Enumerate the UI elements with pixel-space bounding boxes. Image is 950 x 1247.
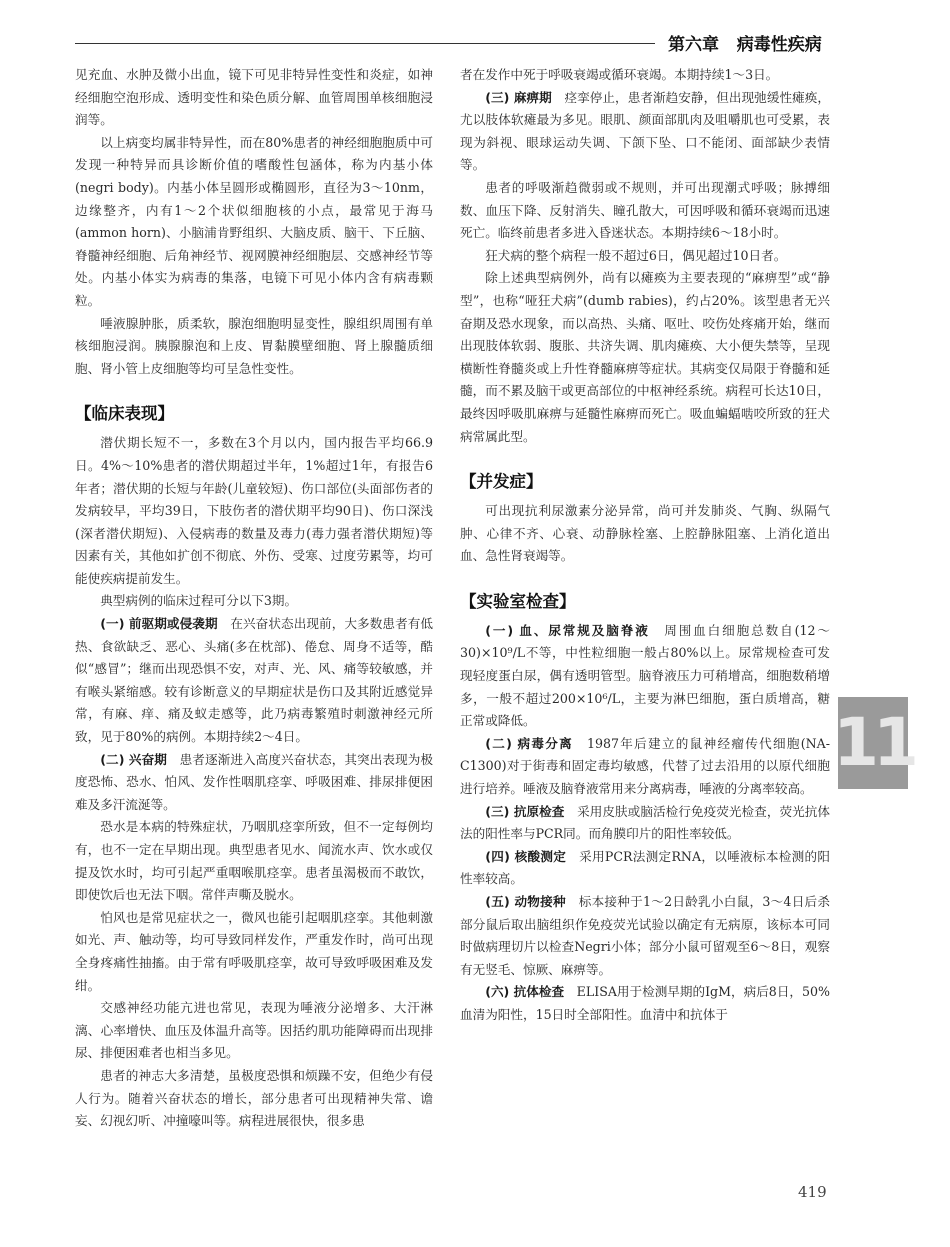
paragraph: 交感神经功能亢进也常见，表现为唾液分泌增多、大汗淋漓、心率增快、血压及体温升高等。因括约肌功能障碍而出现排尿、排便困难者也相当多见。 <box>75 1000 433 1061</box>
subheading-prodromal: (一) 前驱期或侵袭期 <box>100 616 218 632</box>
subheading-excitation: (二) 兴奋期 <box>100 751 167 767</box>
section-heading-complications: 【并发症】 <box>460 472 543 492</box>
paragraph: 以上病变均属非特异性，而在80%患者的神经细胞胞质中可发现一种特异而具诊断价值的嗜酸性包涵体，称为内基小体(negri body)。内基小体呈圆形或椭圆形，直径为3～10nm，边缘整齐，内有1～2个状似细胞核的小点，最常见于海马(ammon horn)、小脑浦肯野组织、大脑皮质、脑干、下丘脑、脊髓神经细胞、后角神经节、视网膜神经细胞层、交感神经节等处。内基小体实为病毒的集落，电镜下可见小体内含有病毒颗粒。 <box>75 134 433 308</box>
left-column <box>75 64 433 1133</box>
running-header <box>668 30 822 55</box>
lab-text: 标本接种于1～2日龄乳小白鼠，3～4日后杀部分鼠后取出脑组织作免疫荧光试验以确定有无病原，该标本可同时做病理切片以检查Negri小体；部分小鼠可留观至6～8日，观察有无竖毛、惊厥、麻痹等。 <box>460 894 830 977</box>
lab-text: 1987年后建立的鼠神经瘤传代细胞(NA-C1300)对于街毒和固定毒均敏感，代替了过去沿用的以原代细胞进行培养。唾液及脑脊液常用来分离病毒，唾液的分离率较高。 <box>460 735 831 797</box>
subheading-antigen-test: (三) 抗原检查 <box>485 803 565 819</box>
stage-paragraph <box>75 613 433 749</box>
lab-paragraph <box>460 620 830 733</box>
paragraph: 除上述典型病例外，尚有以瘫痪为主要表现的“麻痹型”或“静型”，也称“哑狂犬病”(dumb rabies)，约占20%。该型患者无兴奋期及恐水现象，而以高热、头痛、呕吐、咬伤处疼痛开始，继而出现肢体软弱、腹胀、共济失调、肌肉瘫痪、大小便失禁等，呈现横断性脊髓炎或上升性脊髓麻痹等症状。其病变仅局限于脊髓和延髓，而不累及脑干或更高部位的中枢神经系统。病程可长达10日，最终因呼吸肌麻痹与延髓性麻痹而死亡。吸血蝙蝠啮咬所致的狂犬病常属此型。 <box>460 270 830 444</box>
subheading-nucleic-acid: (四) 核酸测定 <box>485 848 567 864</box>
chapter-title: 病毒性疾病 <box>736 35 822 55</box>
stage-paragraph <box>460 87 830 177</box>
chapter-number: 第六章 <box>668 35 719 55</box>
lab-paragraph <box>460 733 830 801</box>
paragraph: 可出现抗利尿激素分泌异常，尚可并发肺炎、气胸、纵隔气肿、心律不齐、心衰、动静脉栓塞、上腔静脉阻塞、上消化道出血、急性肾衰竭等。 <box>460 503 830 564</box>
paragraph: 狂犬病的整个病程一般不超过6日，偶见超过10日者。 <box>485 247 787 263</box>
chapter-thumb-tab <box>833 697 913 789</box>
stage-text: 患者逐渐进入高度兴奋状态，其突出表现为极度恐怖、恐水、怕风、发作性咽肌痉挛、呼吸困难、排尿排便困难及多汗流涎等。 <box>75 751 434 812</box>
subheading-antibody-test: (六) 抗体检查 <box>485 984 565 1000</box>
page-number: 419 <box>798 1183 827 1201</box>
subheading-blood-urine-csf: (一) 血、尿常规及脑脊液 <box>485 622 650 638</box>
paragraph: 典型病例的临床过程可分以下3期。 <box>100 593 298 609</box>
header-rule <box>75 43 655 44</box>
stage-text: 在兴奋状态出现前，大多数患者有低热、食欲缺乏、恶心、头痛(多在枕部)、倦怠、周身不适等，酷似“感冒”；继而出现恐惧不安，对声、光、风、痛等较敏感，并有喉头紧缩感。较有诊断意义的早期症状是伤口及其附近感觉异常，有麻、痒、痛及蚁走感等，此乃病毒繁殖时刺激神经元所致，见于80%的病例。本期持续2～4日。 <box>75 616 434 745</box>
subheading-animal-inoculation: (五) 动物接种 <box>485 894 566 909</box>
subheading-virus-isolation: (二) 病毒分离 <box>485 735 574 751</box>
subheading-paralysis: (三) 麻痹期 <box>485 89 552 105</box>
paragraph: 怕风也是常见症状之一，微风也能引起咽肌痉挛。其他刺激如光、声、触动等，均可导致同样发作，严重发作时，尚可出现全身疼痛性抽搐。由于常有呼吸肌痉挛，故可导致呼吸困难及发绀。 <box>75 909 433 993</box>
paragraph: 恐水是本病的特殊症状，乃咽肌痉挛所致，但不一定每例均有，也不一定在早期出现。典型患者见水、闻流水声、饮水或仅提及饮水时，均可引起严重咽喉肌痉挛。患者虽渴极而不敢饮，即使饮后也无法下咽。常伴声嘶及脱水。 <box>75 819 433 903</box>
lab-paragraph <box>460 891 830 981</box>
paragraph: 见充血、水肿及微小出血，镜下可见非特异性变性和炎症，如神经细胞空泡形成、透明变性和染色质分解、血管周围单核细胞浸润等。 <box>75 67 433 128</box>
lab-paragraph <box>460 981 830 1026</box>
paragraph: 者在发作中死于呼吸衰竭或循环衰竭。本期持续1～3日。 <box>460 67 779 82</box>
paragraph: 患者的呼吸渐趋微弱或不规则，并可出现潮式呼吸；脉搏细数、血压下降、反射消失、瞳孔散大，可因呼吸和循环衰竭而迅速死亡。临终前患者多进入昏迷状态。本期持续6～18小时。 <box>460 179 830 241</box>
stage-text: 痉挛停止，患者渐趋安静，但出现弛缓性瘫痪，尤以肢体软瘫最为多见。眼肌、颜面部肌肉及咀嚼肌也可受累，表现为斜视、眼球运动失调、下颌下坠、口不能闭、面部缺少表情等。 <box>460 89 831 173</box>
lab-text: ELISA用于检测早期的IgM，病后8日，50%血清为阳性，15日时全部阳性。血清中和抗体于 <box>460 984 830 1022</box>
lab-text: 采用PCR法测定RNA，以唾液标本检测的阳性率较高。 <box>460 848 830 887</box>
section-heading-clinical: 【临床表现】 <box>75 404 174 424</box>
section-heading-lab: 【实验室检查】 <box>460 591 576 611</box>
lab-text: 采用皮肤或脑活检行免疫荧光检查，荧光抗体法的阳性率与PCR同。而角膜印片的阳性率较低。 <box>460 803 831 842</box>
chapter-tab-number: 11 <box>833 704 913 781</box>
paragraph: 患者的神志大多清楚，虽极度恐惧和烦躁不安，但绝少有侵人行为。随着兴奋状态的增长，部分患者可出现精神失常、谵妄、幻视幻听、冲撞嚎叫等。病程进展很快，很多患 <box>75 1067 433 1129</box>
lab-paragraph <box>460 846 830 891</box>
stage-paragraph <box>75 749 433 817</box>
paragraph: 潜伏期长短不一，多数在3个月以内，国内报告平均66.9日。4%～10%患者的潜伏期超过半年，1%超过1年，有报告6年者；潜伏期的长短与年龄(儿童较短)、伤口部位(头面部伤者的发病较早，平均39日，下肢伤者的潜伏期平均90日)、伤口深浅(深者潜伏期短)、入侵病毒的数量及毒力(毒力强者潜伏期短)等因素有关，其他如扩创不彻底、外伤、受寒、过度劳累等，均可能使疾病提前发生。 <box>75 435 433 586</box>
lab-text: 周围血白细胞总数自(12～30)×10⁹/L不等，中性粒细胞一般占80%以上。尿常规检查可发现轻度蛋白尿，偶有透明管型。脑脊液压力可稍增高，细胞数稍增多，一般不超过200×10⁶/L，主要为淋巴细胞，蛋白质增高，糖正常或降低。 <box>460 622 830 729</box>
lab-paragraph <box>460 801 830 846</box>
paragraph: 唾液腺肿胀，质柔软，腺泡细胞明显变性，腺组织周围有单核细胞浸润。胰腺腺泡和上皮、胃黏膜壁细胞、肾上腺髓质细胞、肾小管上皮细胞等均可呈急性变性。 <box>75 315 433 376</box>
right-column <box>460 64 830 1027</box>
